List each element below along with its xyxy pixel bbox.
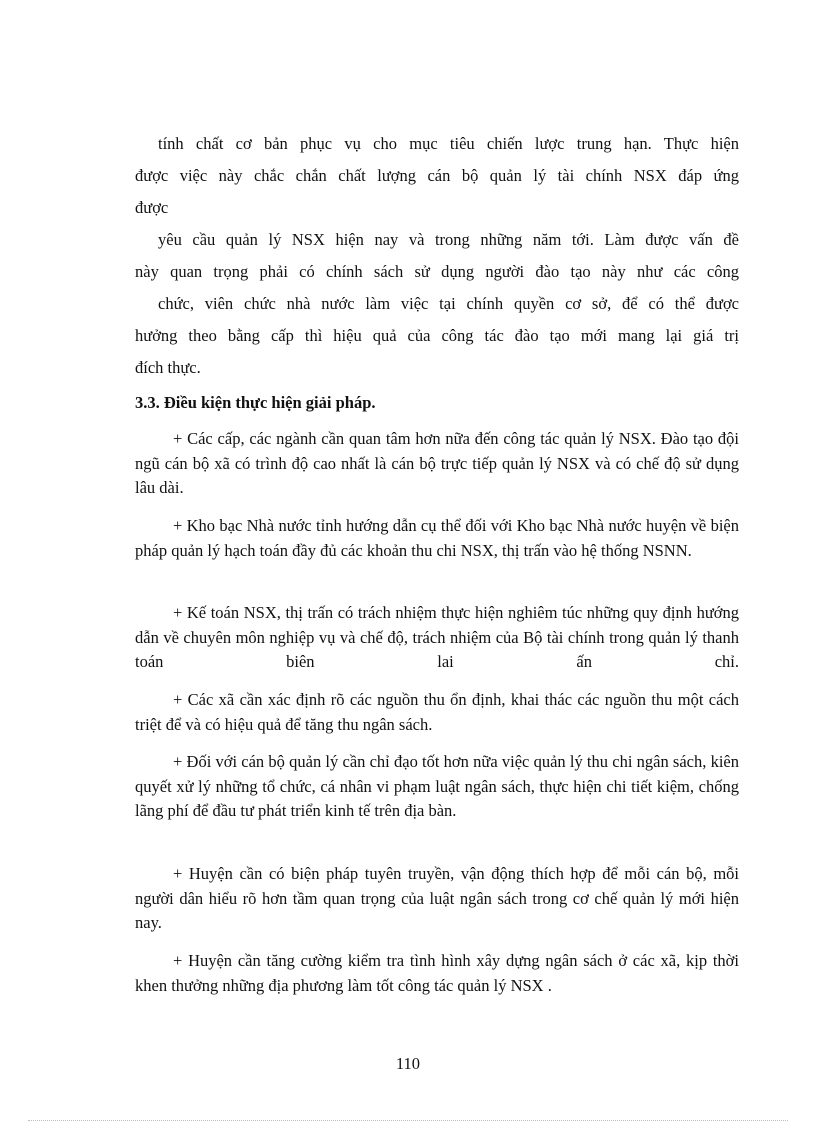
body-line: yêu cầu quản lý NSX hiện nay và trong những năm tới. Làm được vấn đề: [158, 230, 739, 249]
paragraph: + Các cấp, các ngành cần quan tâm hơn nữa đến công tác quản lý NSX. Đào tạo đội ngũ cán bộ xã có trình độ cao nhất là cán bộ trực tiếp quản lý NSX và có chế độ sử dụng lâu dài.: [135, 429, 739, 497]
body-line: đích thực.: [135, 358, 201, 377]
paragraph: + Đối với cán bộ quản lý cần chỉ đạo tốt hơn nữa việc quản lý thu chi ngân sách, kiên quyết xử lý những tổ chức, cá nhân vi phạm luật ngân sách, thực hiện chi tiết kiệm, chống lãng phí để đầu tư phát triển kinh tế trên địa bàn.: [135, 752, 739, 820]
page-bottom-divider: [28, 1120, 788, 1121]
body-line: hưởng theo bằng cấp thì hiệu quả của công tác đào tạo mới mang lại giá trị: [135, 326, 739, 345]
body-line: được: [135, 198, 169, 217]
body-line: này quan trọng phải có chính sách sử dụng người đào tạo này như các công: [135, 262, 739, 281]
page-number: 110: [395, 1054, 421, 1073]
body-line: chức, viên chức nhà nước làm việc tại chính quyền cơ sở, để có thể được: [158, 294, 739, 313]
paragraph: + Kho bạc Nhà nước tỉnh hướng dẫn cụ thể đối với Kho bạc Nhà nước huyện về biện pháp quản lý hạch toán đầy đủ các khoản thu chi NSX, thị trấn vào hệ thống NSNN.: [135, 516, 739, 560]
body-line: tính chất cơ bản phục vụ cho mục tiêu chiến lược trung hạn. Thực hiện: [158, 134, 739, 153]
body-line: được việc này chắc chắn chất lượng cán bộ quản lý tài chính NSX đáp ứng: [135, 166, 739, 185]
section-heading: 3.3. Điều kiện thực hiện giải pháp.: [135, 393, 376, 412]
paragraph: + Huyện cần có biện pháp tuyên truyền, vận động thích hợp để mỗi cán bộ, mỗi người dân hiểu rõ hơn tầm quan trọng của luật ngân sách trong cơ chế quản lý mới hiện nay.: [135, 864, 739, 932]
paragraph: + Các xã cần xác định rõ các nguồn thu ổn định, khai thác các nguồn thu một cách triệt để và có hiệu quả để tăng thu ngân sách.: [135, 690, 739, 734]
paragraph: + Huyện cần tăng cường kiểm tra tình hình xây dựng ngân sách ở các xã, kịp thời khen thưởng những địa phương làm tốt công tác quản lý NSX .: [135, 951, 739, 995]
paragraph: + Kế toán NSX, thị trấn có trách nhiệm thực hiện nghiêm túc những quy định hướng dẫn về chuyên môn nghiệp vụ và chế độ, trách nhiệm của Bộ tài chính trong quản lý thanh toán biên lai ấn chỉ.: [135, 603, 739, 671]
